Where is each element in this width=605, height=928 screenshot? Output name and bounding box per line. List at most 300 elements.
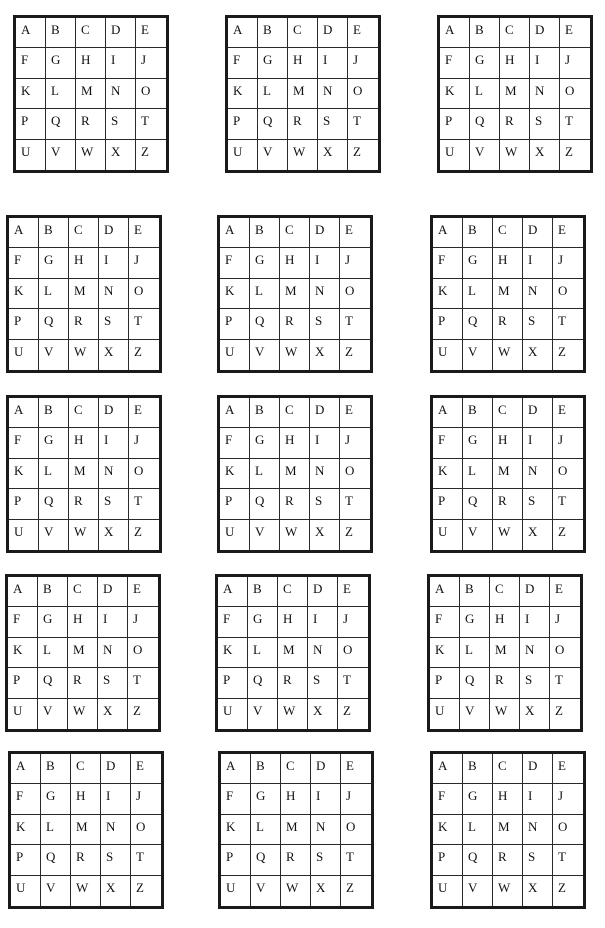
- letter-cell: I: [310, 428, 340, 458]
- letter-cell: U: [220, 340, 250, 370]
- letter-cell: V: [463, 520, 493, 550]
- letter-cell: F: [440, 48, 470, 78]
- letter-cell: O: [129, 459, 159, 489]
- letter-cell: O: [136, 79, 166, 109]
- letter-cell: K: [9, 279, 39, 309]
- letter-cell: V: [463, 876, 493, 906]
- letter-cell: M: [493, 815, 523, 845]
- letter-cell: E: [348, 18, 378, 48]
- letter-cell: A: [433, 218, 463, 248]
- letter-cell: X: [99, 340, 129, 370]
- letter-cell: N: [99, 279, 129, 309]
- letter-cell: J: [129, 248, 159, 278]
- letter-cell: N: [520, 638, 550, 668]
- letter-cell: D: [318, 18, 348, 48]
- letter-cell: H: [280, 248, 310, 278]
- letter-cell: E: [129, 218, 159, 248]
- letter-cell: T: [129, 489, 159, 519]
- letter-grid: [217, 215, 373, 373]
- letter-cell: T: [348, 109, 378, 139]
- letter-cell: I: [106, 48, 136, 78]
- letter-cell: H: [280, 428, 310, 458]
- letter-grid: [225, 15, 381, 173]
- letter-cell: P: [221, 845, 251, 875]
- letter-cell: S: [523, 845, 553, 875]
- letter-cell: M: [288, 79, 318, 109]
- letter-cell: C: [68, 577, 98, 607]
- letter-cell: U: [8, 699, 38, 729]
- letter-cell: T: [341, 845, 371, 875]
- letter-cell: R: [493, 309, 523, 339]
- letter-cell: K: [220, 459, 250, 489]
- letter-cell: E: [128, 577, 158, 607]
- letter-cell: B: [463, 398, 493, 428]
- letter-cell: F: [9, 248, 39, 278]
- letter-cell: R: [76, 109, 106, 139]
- letter-cell: N: [523, 459, 553, 489]
- letter-cell: X: [530, 140, 560, 170]
- letter-cell: N: [308, 638, 338, 668]
- letter-cell: R: [69, 309, 99, 339]
- letter-grid: [218, 751, 374, 909]
- letter-cell: C: [71, 754, 101, 784]
- letter-cell: P: [220, 489, 250, 519]
- letter-cell: S: [106, 109, 136, 139]
- letter-cell: M: [69, 279, 99, 309]
- letter-cell: K: [11, 815, 41, 845]
- letter-cell: B: [470, 18, 500, 48]
- letter-cell: K: [440, 79, 470, 109]
- letter-cell: Z: [134, 523, 142, 539]
- letter-cell: D: [311, 754, 341, 784]
- letter-cell: A: [220, 218, 250, 248]
- letter-grid: [215, 574, 371, 732]
- letter-cell: J: [129, 428, 159, 458]
- letter-cell: G: [250, 248, 280, 278]
- letter-cell: D: [98, 577, 128, 607]
- letter-cell: E: [553, 398, 583, 428]
- letter-cell: B: [39, 398, 69, 428]
- letter-cell: W: [493, 520, 523, 550]
- letter-cell: D: [523, 754, 553, 784]
- letter-cell: K: [433, 815, 463, 845]
- letter-cell: I: [310, 248, 340, 278]
- letter-cell: A: [8, 577, 38, 607]
- letter-cell: D: [308, 577, 338, 607]
- letter-cell: P: [9, 489, 39, 519]
- letter-cell: U: [16, 140, 46, 170]
- letter-cell: K: [218, 638, 248, 668]
- letter-cell: H: [490, 607, 520, 637]
- letter-cell: S: [523, 309, 553, 339]
- letter-cell: Z: [133, 702, 141, 718]
- letter-cell: W: [281, 876, 311, 906]
- letter-cell: U: [218, 699, 248, 729]
- letter-cell: U: [9, 340, 39, 370]
- letter-cell: X: [308, 699, 338, 729]
- letter-cell: Q: [46, 109, 76, 139]
- letter-cell: H: [281, 784, 311, 814]
- letter-cell: D: [523, 218, 553, 248]
- letter-cell: U: [9, 520, 39, 550]
- letter-cell: E: [553, 218, 583, 248]
- letter-cell: C: [69, 398, 99, 428]
- letter-cell: T: [550, 668, 580, 698]
- letter-cell: D: [310, 398, 340, 428]
- letter-cell: W: [280, 340, 310, 370]
- letter-cell: A: [9, 218, 39, 248]
- letter-cell: T: [338, 668, 368, 698]
- letter-cell: T: [136, 109, 166, 139]
- letter-cell: A: [228, 18, 258, 48]
- letter-cell: B: [460, 577, 490, 607]
- letter-cell: L: [463, 459, 493, 489]
- letter-cell: X: [106, 140, 136, 170]
- letter-cell: K: [8, 638, 38, 668]
- letter-cell: C: [493, 218, 523, 248]
- letter-cell: K: [430, 638, 460, 668]
- letter-cell: D: [99, 398, 129, 428]
- letter-cell: L: [38, 638, 68, 668]
- letter-cell: N: [99, 459, 129, 489]
- letter-cell: F: [433, 784, 463, 814]
- letter-cell: V: [38, 699, 68, 729]
- letter-cell: F: [221, 784, 251, 814]
- letter-cell: M: [490, 638, 520, 668]
- letter-cell: I: [311, 784, 341, 814]
- letter-cell: W: [288, 140, 318, 170]
- letter-cell: N: [310, 459, 340, 489]
- letter-cell: M: [68, 638, 98, 668]
- letter-cell: J: [341, 784, 371, 814]
- letter-cell: M: [281, 815, 311, 845]
- letter-cell: J: [340, 248, 370, 278]
- letter-cell: B: [463, 218, 493, 248]
- letter-cell: Z: [353, 143, 361, 159]
- letter-cell: F: [433, 428, 463, 458]
- letter-cell: A: [218, 577, 248, 607]
- letter-cell: L: [463, 815, 493, 845]
- letter-grid: [6, 215, 162, 373]
- letter-cell: X: [98, 699, 128, 729]
- letter-cell: G: [248, 607, 278, 637]
- letter-cell: F: [11, 784, 41, 814]
- letter-cell: H: [288, 48, 318, 78]
- letter-cell: U: [430, 699, 460, 729]
- letter-cell: H: [69, 428, 99, 458]
- letter-cell: I: [99, 248, 129, 278]
- letter-cell: S: [310, 489, 340, 519]
- letter-cell: T: [553, 489, 583, 519]
- letter-cell: E: [341, 754, 371, 784]
- letter-cell: S: [310, 309, 340, 339]
- letter-cell: J: [136, 48, 166, 78]
- letter-cell: P: [218, 668, 248, 698]
- letter-cell: C: [280, 218, 310, 248]
- letter-cell: Z: [565, 143, 573, 159]
- letter-cell: K: [220, 279, 250, 309]
- letter-cell: H: [500, 48, 530, 78]
- letter-cell: K: [228, 79, 258, 109]
- letter-cell: H: [68, 607, 98, 637]
- letter-cell: R: [493, 489, 523, 519]
- letter-cell: W: [69, 520, 99, 550]
- letter-cell: J: [128, 607, 158, 637]
- letter-cell: A: [221, 754, 251, 784]
- letter-cell: Q: [463, 489, 493, 519]
- letter-cell: E: [560, 18, 590, 48]
- letter-cell: D: [523, 398, 553, 428]
- letter-cell: V: [470, 140, 500, 170]
- letter-cell: I: [308, 607, 338, 637]
- letter-cell: O: [553, 279, 583, 309]
- letter-cell: I: [523, 248, 553, 278]
- letter-cell: Q: [258, 109, 288, 139]
- letter-cell: W: [278, 699, 308, 729]
- letter-cell: Z: [343, 702, 351, 718]
- letter-cell: S: [308, 668, 338, 698]
- letter-cell: V: [41, 876, 71, 906]
- letter-cell: T: [560, 109, 590, 139]
- letter-cell: L: [39, 459, 69, 489]
- letter-cell: X: [101, 876, 131, 906]
- letter-cell: U: [220, 520, 250, 550]
- letter-cell: L: [251, 815, 281, 845]
- letter-cell: C: [281, 754, 311, 784]
- letter-cell: O: [553, 815, 583, 845]
- letter-cell: S: [523, 489, 553, 519]
- letter-cell: V: [46, 140, 76, 170]
- letter-cell: J: [553, 428, 583, 458]
- letter-cell: H: [76, 48, 106, 78]
- letter-cell: L: [250, 279, 280, 309]
- letter-cell: O: [340, 279, 370, 309]
- letter-cell: S: [99, 309, 129, 339]
- letter-cell: M: [76, 79, 106, 109]
- letter-cell: S: [318, 109, 348, 139]
- letter-cell: S: [530, 109, 560, 139]
- letter-cell: N: [101, 815, 131, 845]
- letter-cell: J: [553, 784, 583, 814]
- letter-cell: I: [318, 48, 348, 78]
- letter-cell: R: [281, 845, 311, 875]
- letter-cell: P: [16, 109, 46, 139]
- letter-cell: B: [38, 577, 68, 607]
- letter-cell: C: [69, 218, 99, 248]
- letter-cell: L: [248, 638, 278, 668]
- letter-cell: R: [69, 489, 99, 519]
- letter-cell: Z: [345, 523, 353, 539]
- letter-cell: E: [340, 218, 370, 248]
- letter-grid: [430, 751, 586, 909]
- letter-grid: [8, 751, 164, 909]
- letter-cell: S: [101, 845, 131, 875]
- letter-grid: [6, 395, 162, 553]
- letter-cell: T: [131, 845, 161, 875]
- letter-cell: R: [500, 109, 530, 139]
- letter-cell: G: [250, 428, 280, 458]
- letter-cell: J: [340, 428, 370, 458]
- letter-cell: S: [99, 489, 129, 519]
- letter-cell: N: [98, 638, 128, 668]
- letter-cell: J: [131, 784, 161, 814]
- letter-cell: P: [8, 668, 38, 698]
- letter-cell: I: [523, 428, 553, 458]
- letter-grid: [5, 574, 161, 732]
- letter-cell: D: [520, 577, 550, 607]
- letter-cell: L: [460, 638, 490, 668]
- letter-cell: P: [228, 109, 258, 139]
- letter-cell: E: [129, 398, 159, 428]
- letter-cell: F: [430, 607, 460, 637]
- letter-cell: B: [41, 754, 71, 784]
- letter-cell: P: [430, 668, 460, 698]
- letter-cell: Q: [39, 489, 69, 519]
- letter-cell: V: [39, 340, 69, 370]
- letter-cell: O: [129, 279, 159, 309]
- letter-cell: W: [493, 876, 523, 906]
- letter-cell: X: [310, 520, 340, 550]
- letter-cell: J: [560, 48, 590, 78]
- letter-cell: O: [131, 815, 161, 845]
- letter-cell: G: [463, 784, 493, 814]
- letter-cell: D: [101, 754, 131, 784]
- letter-cell: K: [433, 459, 463, 489]
- letter-cell: P: [440, 109, 470, 139]
- letter-cell: E: [550, 577, 580, 607]
- letter-cell: Z: [558, 523, 566, 539]
- letter-cell: A: [220, 398, 250, 428]
- letter-cell: R: [280, 489, 310, 519]
- letter-cell: T: [129, 309, 159, 339]
- letter-cell: O: [341, 815, 371, 845]
- letter-cell: Q: [250, 309, 280, 339]
- letter-cell: Q: [250, 489, 280, 519]
- letter-cell: D: [530, 18, 560, 48]
- letter-cell: W: [493, 340, 523, 370]
- letter-cell: V: [39, 520, 69, 550]
- letter-cell: I: [99, 428, 129, 458]
- letter-cell: Q: [41, 845, 71, 875]
- letter-cell: A: [11, 754, 41, 784]
- letter-cell: A: [433, 754, 463, 784]
- letter-cell: N: [318, 79, 348, 109]
- letter-cell: U: [433, 876, 463, 906]
- letter-cell: O: [560, 79, 590, 109]
- letter-cell: K: [16, 79, 46, 109]
- letter-cell: B: [39, 218, 69, 248]
- letter-cell: H: [493, 784, 523, 814]
- letter-cell: F: [433, 248, 463, 278]
- letter-cell: Z: [134, 343, 142, 359]
- letter-grid: [13, 15, 169, 173]
- letter-cell: Q: [248, 668, 278, 698]
- letter-cell: O: [553, 459, 583, 489]
- letter-cell: O: [128, 638, 158, 668]
- letter-cell: X: [523, 876, 553, 906]
- letter-cell: K: [9, 459, 39, 489]
- letter-cell: D: [310, 218, 340, 248]
- letter-cell: N: [523, 815, 553, 845]
- letter-cell: Z: [558, 343, 566, 359]
- letter-cell: R: [68, 668, 98, 698]
- letter-cell: W: [68, 699, 98, 729]
- letter-cell: E: [338, 577, 368, 607]
- letter-cell: M: [493, 459, 523, 489]
- letter-cell: R: [280, 309, 310, 339]
- letter-cell: U: [228, 140, 258, 170]
- letter-cell: L: [39, 279, 69, 309]
- letter-cell: C: [493, 754, 523, 784]
- letter-cell: W: [71, 876, 101, 906]
- letter-cell: R: [278, 668, 308, 698]
- letter-cell: E: [340, 398, 370, 428]
- letter-cell: H: [493, 248, 523, 278]
- letter-cell: F: [228, 48, 258, 78]
- letter-cell: G: [258, 48, 288, 78]
- letter-cell: Z: [346, 879, 354, 895]
- letter-cell: R: [288, 109, 318, 139]
- letter-cell: G: [470, 48, 500, 78]
- letter-cell: I: [523, 784, 553, 814]
- letter-cell: V: [251, 876, 281, 906]
- letter-cell: B: [46, 18, 76, 48]
- letter-cell: B: [250, 398, 280, 428]
- letter-cell: X: [311, 876, 341, 906]
- letter-cell: M: [500, 79, 530, 109]
- letter-cell: V: [250, 520, 280, 550]
- letter-cell: J: [338, 607, 368, 637]
- letter-cell: R: [71, 845, 101, 875]
- letter-cell: F: [8, 607, 38, 637]
- letter-cell: K: [433, 279, 463, 309]
- letter-cell: A: [433, 398, 463, 428]
- letter-cell: P: [433, 489, 463, 519]
- letter-cell: N: [106, 79, 136, 109]
- letter-cell: G: [41, 784, 71, 814]
- letter-cell: L: [470, 79, 500, 109]
- letter-cell: S: [98, 668, 128, 698]
- letter-cell: N: [310, 279, 340, 309]
- letter-cell: V: [463, 340, 493, 370]
- letter-cell: W: [69, 340, 99, 370]
- letter-cell: Z: [136, 879, 144, 895]
- letter-cell: G: [463, 248, 493, 278]
- letter-cell: A: [9, 398, 39, 428]
- letter-cell: H: [278, 607, 308, 637]
- letter-cell: B: [463, 754, 493, 784]
- letter-cell: T: [553, 845, 583, 875]
- letter-cell: M: [278, 638, 308, 668]
- letter-cell: B: [258, 18, 288, 48]
- letter-cell: E: [131, 754, 161, 784]
- letter-cell: F: [9, 428, 39, 458]
- letter-grid: [217, 395, 373, 553]
- letter-cell: W: [500, 140, 530, 170]
- letter-cell: L: [250, 459, 280, 489]
- letter-cell: L: [46, 79, 76, 109]
- letter-cell: M: [280, 279, 310, 309]
- letter-cell: M: [280, 459, 310, 489]
- letter-cell: F: [220, 248, 250, 278]
- letter-cell: G: [46, 48, 76, 78]
- letter-cell: U: [11, 876, 41, 906]
- letter-cell: F: [16, 48, 46, 78]
- letter-cell: L: [258, 79, 288, 109]
- letter-grid: [427, 574, 583, 732]
- letter-cell: Z: [555, 702, 563, 718]
- letter-cell: C: [500, 18, 530, 48]
